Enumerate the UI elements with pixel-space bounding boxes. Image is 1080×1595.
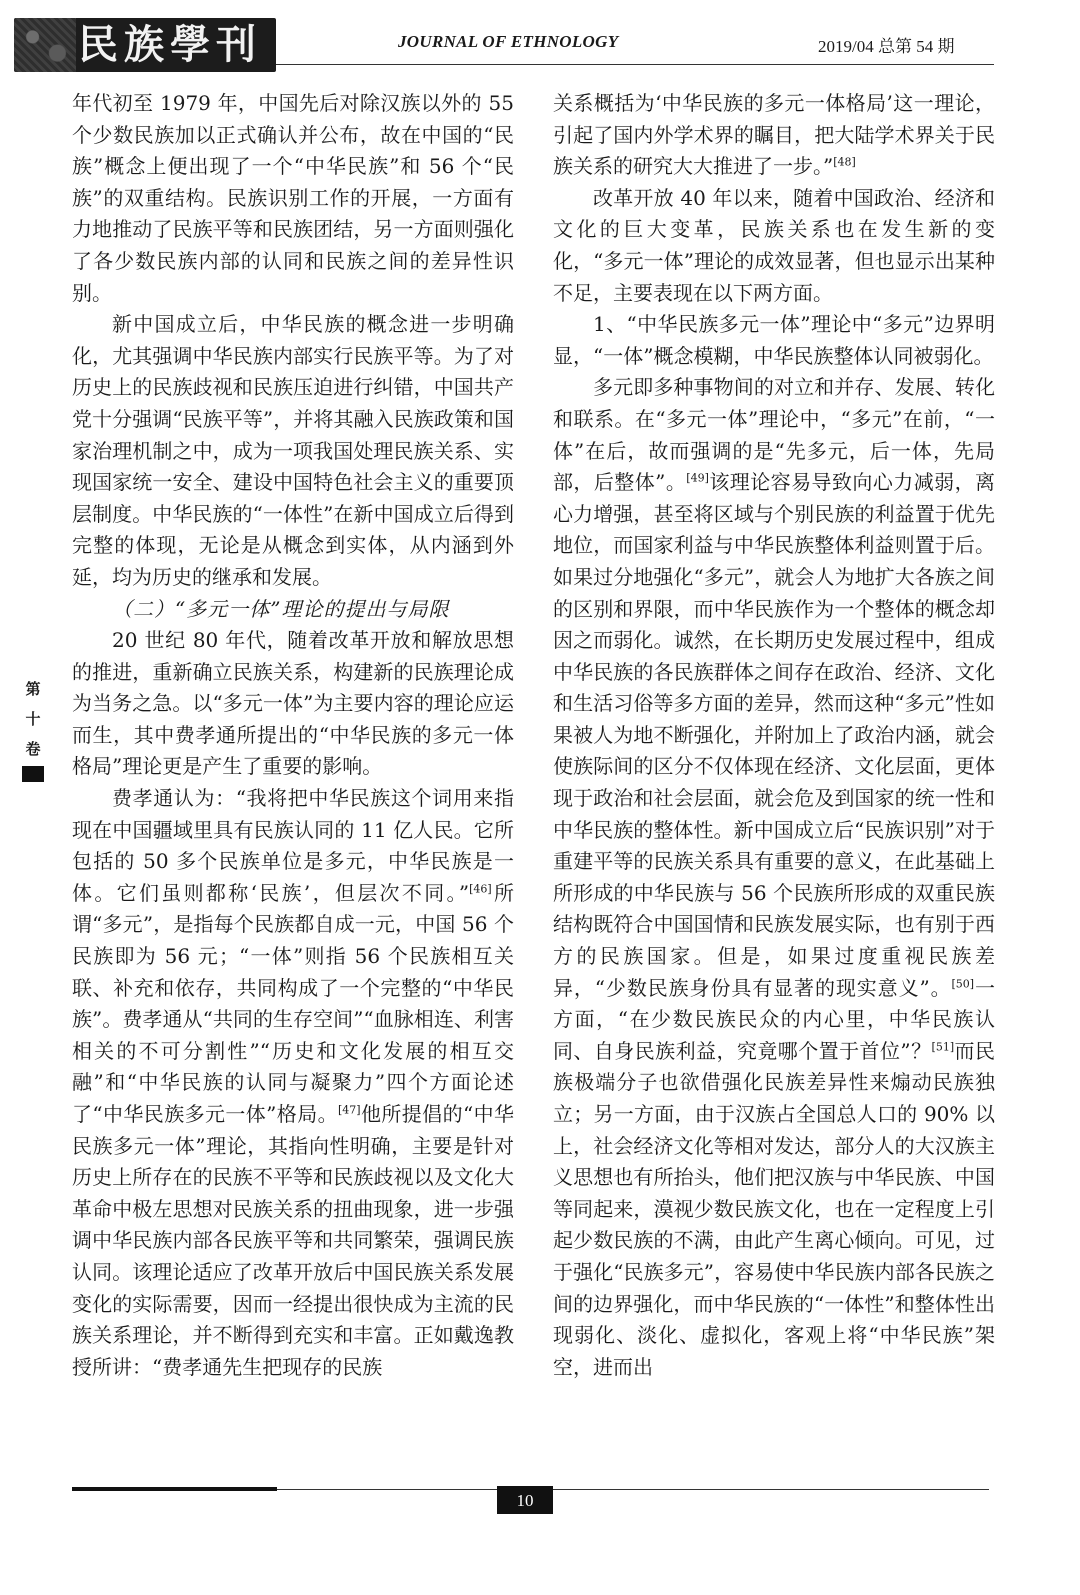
paragraph xyxy=(553,183,995,309)
side-mark-char: 十 xyxy=(25,710,41,728)
paragraph xyxy=(72,783,514,1383)
right-column xyxy=(553,88,995,1383)
ornament-icon xyxy=(14,18,76,72)
paragraph-text: 而民族极端分子也欲借强化民族差异性来煽动民族独立；另一方面，由于汉族占全国总人口的 90% 以上，社会经济文化等相对发达，部分人的大汉族主义思想也有所抬头，他们把汉族与中华民族、中国等同起来，漠视少数民族文化，也在一定程度上引起少数民族的不满，由此产生离心倾向。可见，过于强化“民族多元”，容易使中华民族内部各民族之间的边界强化，而中华民族的“一体性”和整体性出现弱化、淡化、虚拟化，客观上将“中华民族”架空，进而出 xyxy=(553,1038,995,1379)
paragraph xyxy=(553,88,995,183)
side-mark-bar xyxy=(22,766,44,782)
citation-ref: [46] xyxy=(469,882,492,896)
paragraph-text: 所谓“多元”，是指每个民族都自成一元，中国 56 个民族即为 56 元；“一体”则指 56 个民族相互关联、补充和依存，共同构成了一个完整的“中华民族”。费孝通从“共同的生存空间”“血脉相连、利害相关的不可分割性”“历史和文化发展的相互交融”和“中华民族的认同与凝聚力”四个方面论述了“中华民族多元一体”格局。 xyxy=(72,880,514,1126)
paragraph-text: 他所提倡的“中华民族多元一体”理论，其指向性明确，主要是针对历史上所存在的民族不平等和民族歧视以及文化大革命中极左思想对民族关系的扭曲现象，进一步强调中华民族内部各民族平等和共同繁荣，强调民族认同。该理论适应了改革开放后中国民族关系发展变化的实际需要，因而一经提出很快成为主流的民族关系理论，并不断得到充实和丰富。正如戴逸教授所讲：“费孝通先生把现存的民族 xyxy=(72,1102,514,1379)
footer-rule-thick xyxy=(72,1487,277,1491)
paragraph xyxy=(72,625,514,783)
paragraph xyxy=(72,309,514,593)
page-header xyxy=(0,14,1080,76)
side-mark-char: 卷 xyxy=(25,740,41,758)
paragraph-text: 新中国成立后，中华民族的概念进一步明确化，尤其强调中华民族内部实行民族平等。为了对历史上的民族歧视和民族压迫进行纠错，中国共产党十分强调“民族平等”，并将其融入民族政策和国家治理机制之中，成为一项我国处理民族关系、实现国家统一安全、建设中国特色社会主义的重要顶层制度。中华民族的“一体性”在新中国成立后得到完整的体现，无论是从概念到实体，从内涵到外延，均为历史的继承和发展。 xyxy=(72,312,514,589)
paragraph-text: 多元即多种事物间的对立和并存、发展、转化和联系。在“多元一体”理论中，“多元”在前，“一体”在后，故而强调的是“先多元，后一体，先局部，后整体”。 xyxy=(553,375,995,495)
citation-ref: [47] xyxy=(338,1103,361,1117)
subsection-heading xyxy=(72,594,514,626)
paragraph xyxy=(553,309,995,372)
footer-rule xyxy=(277,1489,989,1490)
paragraph-text: 一方面，“在少数民族民众的内心里，中华民族认同、自身民族利益，究竟哪个置于首位”？ xyxy=(553,975,995,1063)
paragraph-text: 20 世纪 80 年代，随着改革开放和解放思想的推进，重新确立民族关系，构建新的民族理论成为当务之急。以“多元一体”为主要内容的理论应运而生，其中费孝通所提出的“中华民族的多元一体格局”理论更是产生了重要的影响。 xyxy=(72,628,514,779)
journal-name: JOURNAL OF ETHNOLOGY xyxy=(398,32,619,51)
logo-text: 民族學刊 xyxy=(78,21,262,68)
page-number: 10 xyxy=(497,1486,553,1514)
header-rule xyxy=(276,64,994,65)
volume-side-mark xyxy=(22,674,44,782)
citation-ref: [48] xyxy=(833,155,856,169)
paragraph-text: 年代初至 1979 年，中国先后对除汉族以外的 55 个少数民族加以正式确认并公布，故在中国的“民族”概念上便出现了一个“中华民族”和 56 个“民族”的双重结构。民族识别工作的开展，一方面有力地推动了民族平等和民族团结，另一方面则强化了各少数民族内部的认同和民族之间的差异性识别。 xyxy=(72,91,514,305)
side-mark-char: 第 xyxy=(25,680,41,698)
paragraph-text: 关系概括为‘中华民族的多元一体格局’这一理论，引起了国内外学术界的瞩目，把大陆学术界关于民族关系的研究大大推进了一步。” xyxy=(553,91,995,179)
paragraph-text: 费孝通认为：“我将把中华民族这个词用来指现在中国疆域里具有民族认同的 11 亿人民。它所包括的 50 多个民族单位是多元，中华民族是一体。它们虽则都称‘民族’，但层次不同。” xyxy=(72,786,514,905)
paragraph xyxy=(72,88,514,309)
paragraph-text: 该理论容易导致向心力减弱，离心力增强，甚至将区域与个别民族的利益置于优先地位，而国家利益与中华民族整体利益则置于后。如果过分地强化“多元”，就会人为地扩大各族之间的区别和界限，而中华民族作为一个整体的概念却因之而弱化。诚然，在长期历史发展过程中，组成中华民族的各民族群体之间存在政治、经济、文化和生活习俗等多方面的差异，然而这种“多元”性如果被人为地不断强化，并附加上了政治内涵，就会使族际间的区分不仅体现在经济、文化层面，更体现于政治和社会层面，就会危及到国家的统一性和中华民族的整体性。新中国成立后“民族识别”对于重建平等的民族关系具有重要的意义，在此基础上所形成的中华民族与 56 个民族所形成的双重民族结构既符合中国国情和民族发展实际，也有别于西方的民族国家。但是，如果过度重视民族差异，“少数民族身份具有显著的现实意义”。 xyxy=(553,470,996,1000)
citation-ref: [50] xyxy=(951,976,975,990)
citation-ref: [49] xyxy=(686,471,709,485)
paragraph xyxy=(553,372,995,1383)
paragraph-text: 改革开放 40 年以来，随着中国政治、经济和文化的巨大变革，民族关系也在发生新的变化，“多元一体”理论的成效显著，但也显示出某种不足，主要表现在以下两方面。 xyxy=(553,185,995,305)
citation-ref: [51] xyxy=(931,1040,955,1054)
left-column xyxy=(72,88,514,1383)
issue-info: 2019/04 总第 54 期 xyxy=(818,37,955,56)
paragraph-text: 1、“中华民族多元一体”理论中“多元”边界明显，“一体”概念模糊，中华民族整体认同被弱化。 xyxy=(553,312,995,368)
paragraph-text: （二）“多元一体”理论的提出与局限 xyxy=(112,596,450,621)
journal-logo xyxy=(14,18,276,72)
